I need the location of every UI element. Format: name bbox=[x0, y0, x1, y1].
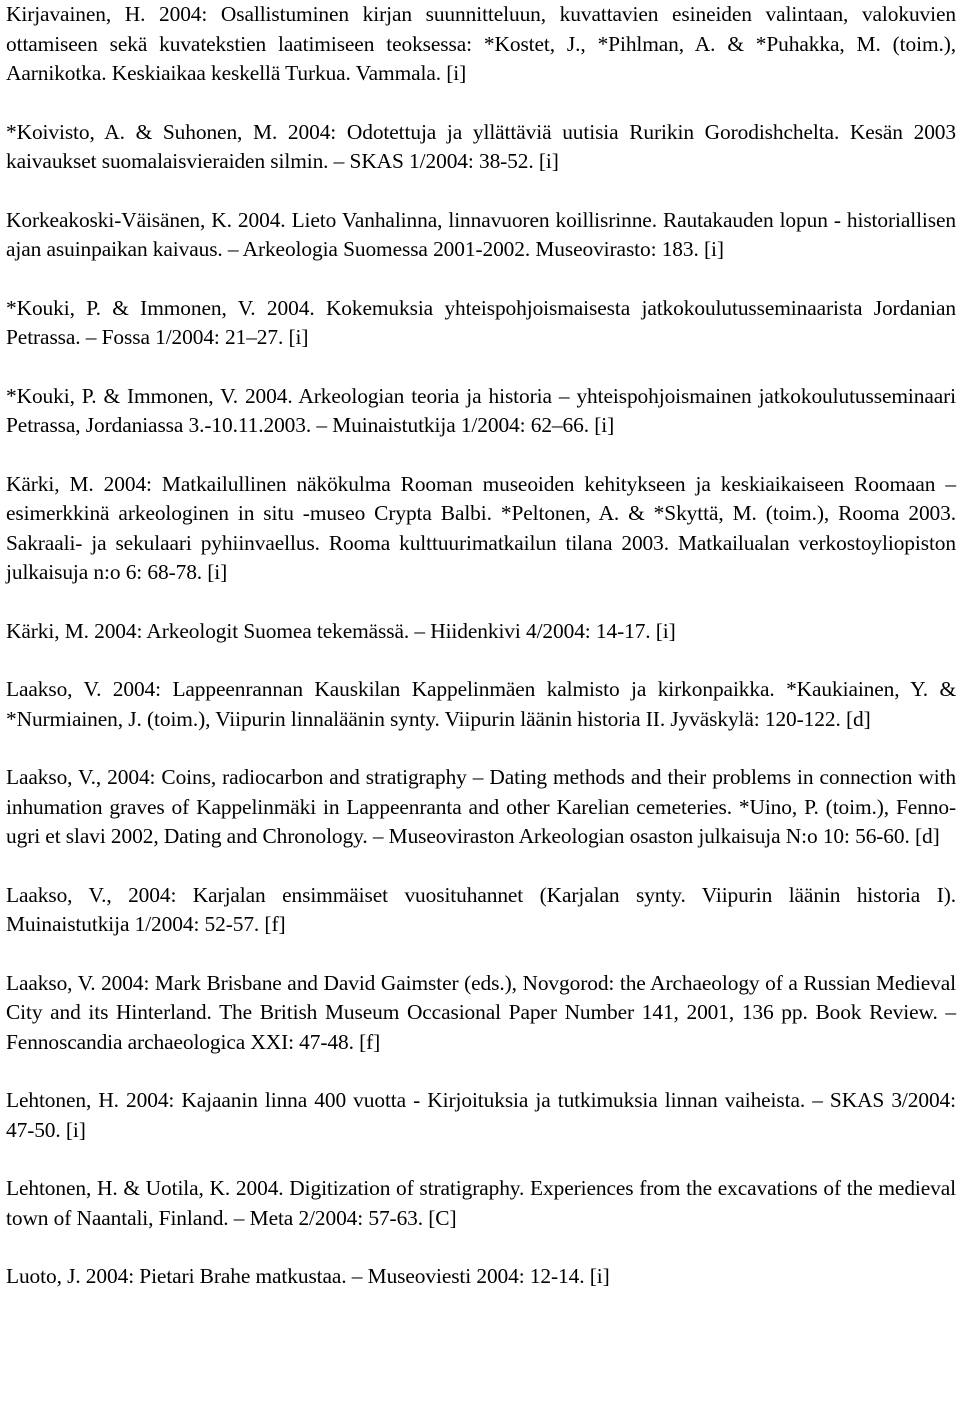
bibliography-entry: Laakso, V. 2004: Lappeenrannan Kauskilan Kappelinmäen kalmisto ja kirkonpaikka. *Kaukiainen, Y. & *Nurmiainen, J. (toim.), Viipurin linnaläänin synty. Viipurin läänin historia II. Jyväskylä: 120-122. [d] bbox=[6, 677, 956, 731]
bibliography-entry: Korkeakoski-Väisänen, K. 2004. Lieto Vanhalinna, linnavuoren koillisrinne. Rautakauden lopun - historiallisen ajan asuinpaikan kaivaus. – Arkeologia Suomessa 2001-2002. Museovirasto: 183. [i] bbox=[6, 207, 956, 261]
bibliography-entry: *Kouki, P. & Immonen, V. 2004. Arkeologian teoria ja historia – yhteispohjoismainen jatkokoulutusseminaari Petrassa, Jordaniassa 3.-10.11.2003. – Muinaistutkija 1/2004: 62–66. [i] bbox=[6, 383, 956, 437]
bibliography-entry: Luoto, J. 2004: Pietari Brahe matkustaa. – Museoviesti 2004: 12-14. [i] bbox=[6, 1264, 610, 1288]
bibliography-entry: Lehtonen, H. & Uotila, K. 2004. Digitization of stratigraphy. Experiences from the excavations of the medieval town of Naantali, Finland. – Meta 2/2004: 57-63. [C] bbox=[6, 1176, 956, 1230]
bibliography-entry: Kärki, M. 2004: Arkeologit Suomea tekemässä. – Hiidenkivi 4/2004: 14-17. [i] bbox=[6, 618, 676, 643]
bibliography-entry: *Koivisto, A. & Suhonen, M. 2004: Odotettuja ja yllättäviä uutisia Rurikin Gorodishchelta. Kesän 2003 kaivaukset suomalaisvieraiden silmin. – SKAS 1/2004: 38-52. [i] bbox=[6, 119, 956, 173]
bibliography-entry: Kärki, M. 2004: Matkailullinen näkökulma Rooman museoiden kehitykseen ja keskiaikaiseen Roomaan – esimerkkinä arkeologinen in situ -museo Crypta Balbi. *Peltonen, A. & *Skyttä, M. (toim.), Rooma 2003. Sakraali- ja sekulaari pyhiinvaellus. Rooma kulttuurimatkailun tilana 2003. Matkailualan verkostoyliopiston julkaisuja n:o 6: 68-78. [i] bbox=[6, 471, 956, 584]
bibliography-entry: Laakso, V., 2004: Coins, radiocarbon and stratigraphy – Dating methods and their problems in connection with inhumation graves of Kappelinmäki in Lappeenranta and other Karelian cemeteries. *Uino, P. (toim.), Fenno-ugri et slavi 2002, Dating and Chronology. – Museoviraston Arkeologian osaston julkaisuja N:o 10: 56-60. [d] bbox=[6, 765, 956, 848]
bibliography-entry: Laakso, V. 2004: Mark Brisbane and David Gaimster (eds.), Novgorod: the Archaeology of a Russian Medieval City and its Hinterland. The British Museum Occasional Paper Number 141, 2001, 136 pp. Book Review. – Fennoscandia archaeologica XXI: 47-48. [f] bbox=[6, 970, 956, 1054]
bibliography-entry: Lehtonen, H. 2004: Kajaanin linna 400 vuotta - Kirjoituksia ja tutkimuksia linnan vaiheista. – SKAS 3/2004: 47-50. [i] bbox=[6, 1088, 956, 1142]
bibliography-entry: *Kouki, P. & Immonen, V. 2004. Kokemuksia yhteispohjoismaisesta jatkokoulutusseminaarista Jordanian Petrassa. – Fossa 1/2004: 21–27. [i] bbox=[6, 295, 956, 349]
bibliography-list bbox=[6, 0, 956, 1292]
bibliography-entry: Kirjavainen, H. 2004: Osallistuminen kirjan suunnitteluun, kuvattavien esineiden valintaan, valokuvien ottamiseen sekä kuvatekstien laatimiseen teoksessa: *Kostet, J., *Pihlman, A. & *Puhakka, M. (toim.), Aarnikotka. Keskiaikaa keskellä Turkua. Vammala. [i] bbox=[6, 2, 956, 85]
bibliography-entry: Laakso, V., 2004: Karjalan ensimmäiset vuosituhannet (Karjalan synty. Viipurin läänin historia I). Muinaistutkija 1/2004: 52-57. [f] bbox=[6, 882, 956, 936]
